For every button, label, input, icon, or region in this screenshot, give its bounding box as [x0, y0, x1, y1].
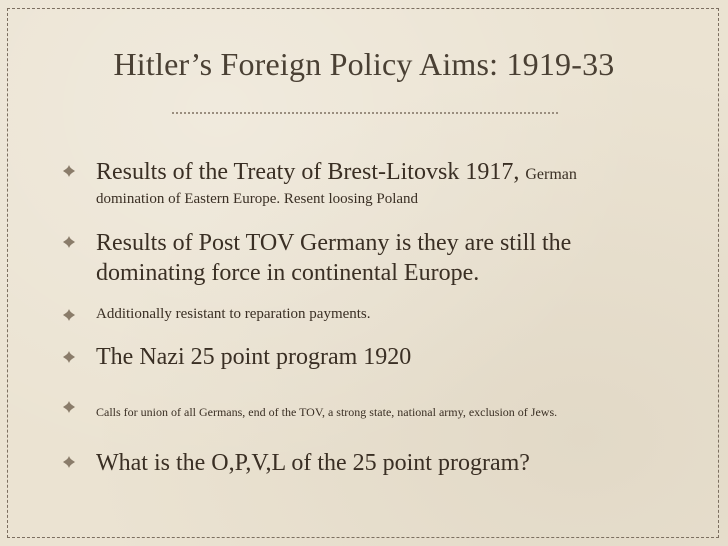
- bullet-2-line-1: Results of Post TOV Germany is they are still the: [96, 230, 572, 256]
- bullet-4-text: The Nazi 25 point program 1920: [96, 344, 412, 370]
- bullet-1-line-2: domination of Eastern Europe. Resent loosing Poland: [96, 191, 419, 207]
- bullet-1-main: Results of the Treaty of Brest-Litovsk 1917,: [96, 159, 520, 185]
- bullet-6-text: What is the O,P,V,L of the 25 point program?: [96, 450, 530, 476]
- bullet-1-tail: German: [525, 166, 577, 183]
- title-underline: [172, 112, 558, 114]
- fleuron-bullet-icon: [62, 308, 76, 322]
- fleuron-bullet-icon: [62, 455, 76, 469]
- fleuron-bullet-icon: [62, 400, 76, 414]
- slide-title: Hitler’s Foreign Policy Aims: 1919-33: [113, 46, 615, 82]
- bullet-2-line-2: dominating force in continental Europe.: [96, 260, 480, 286]
- fleuron-bullet-icon: [62, 235, 76, 249]
- fleuron-bullet-icon: [62, 350, 76, 364]
- bullet-1-text: [96, 159, 676, 186]
- bullet-3-text: Additionally resistant to reparation payments.: [96, 306, 371, 322]
- bullet-5-text: Calls for union of all Germans, end of the TOV, a strong state, national army, exclusion of Jews.: [96, 405, 558, 419]
- fleuron-bullet-icon: [62, 164, 76, 178]
